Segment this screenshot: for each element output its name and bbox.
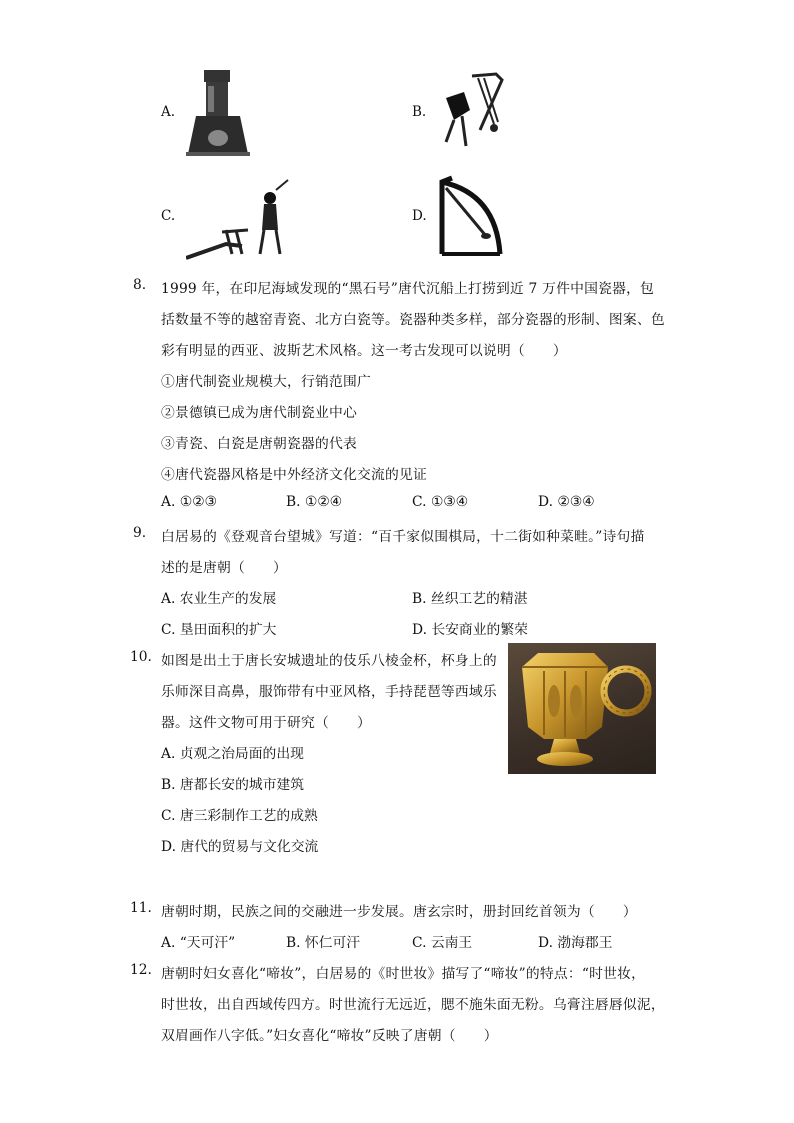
q10-stem-line-1: 如图是出土于唐长安城遗址的伎乐八棱金杯，杯身上的 <box>161 653 497 669</box>
q10-choice-b[interactable]: B. 唐都长安的城市建筑 <box>161 777 305 793</box>
q10-choice-d[interactable]: D. 唐代的贸易与文化交流 <box>161 839 319 855</box>
q8-stem-line-3: 彩有明显的西亚、波斯艺术风格。这一考古发现可以说明（ ） <box>161 343 567 359</box>
q9-choice-a[interactable]: A. 农业生产的发展 <box>161 591 277 607</box>
q8-number: 8. <box>133 277 147 293</box>
q8-stem-line-2: 括数量不等的越窑青瓷、北方白瓷等。瓷器种类多样，部分瓷器的形制、图案、色 <box>161 312 665 328</box>
option-d-label: D. <box>412 208 427 224</box>
q8-choice-d[interactable]: D. ②③④ <box>538 494 595 510</box>
q11-choice-a[interactable]: A. “天可汗” <box>161 935 236 951</box>
q12-stem-line-1: 唐朝时妇女喜化“啼妆”，白居易的《时世妆》描写了“啼妆”的特点：“时世妆， <box>161 966 646 982</box>
q12-stem-line-2: 时世妆，出自西域传四方。时世流行无远近，腮不施朱面无粉。乌膏注唇唇似泥， <box>161 997 665 1013</box>
q11-choice-b[interactable]: B. 怀仁可汗 <box>286 935 361 951</box>
q9-choice-b[interactable]: B. 丝织工艺的精湛 <box>412 591 528 607</box>
q8-stem-line-1: 1999 年，在印尼海域发现的“黑石号”唐代沉船上打捞到近 7 万件中国瓷器，包 <box>161 281 655 297</box>
q8-choice-c[interactable]: C. ①③④ <box>412 494 468 510</box>
q11-choice-c[interactable]: C. 云南王 <box>412 935 473 951</box>
q8-choice-b[interactable]: B. ①②④ <box>286 494 343 510</box>
option-b-label: B. <box>412 104 427 120</box>
q11-stem-line-1: 唐朝时期，民族之间的交融进一步发展。唐玄宗时，册封回纥首领为（ ） <box>161 904 637 920</box>
q12-number: 12. <box>130 962 152 978</box>
q10-number: 10. <box>130 649 152 665</box>
option-c-label: C. <box>161 208 176 224</box>
crossbow-picture <box>436 174 508 258</box>
q9-number: 9. <box>133 525 147 541</box>
q10-stem-line-2: 乐师深目高鼻，服饰带有中亚风格，手持琵琶等西域乐 <box>161 684 497 700</box>
loom-picture <box>436 70 508 154</box>
q9-stem-line-1: 白居易的《登观音台望城》写道：“百千家似围棋局，十二街如种菜畦。”诗句描 <box>161 529 645 545</box>
q11-number: 11. <box>130 900 152 916</box>
golden-cup-picture <box>508 643 656 774</box>
plowing-picture <box>186 176 290 262</box>
q10-stem-line-3: 器。这件文物可用于研究（ ） <box>161 715 371 731</box>
golden-cup-photo <box>508 643 656 774</box>
q9-stem-line-2: 述的是唐朝（ ） <box>161 560 287 576</box>
q9-choice-c[interactable]: C. 垦田面积的扩大 <box>161 622 277 638</box>
q8-statement-2: ②景德镇已成为唐代制瓷业中心 <box>161 405 357 421</box>
option-a-label: A. <box>161 104 176 120</box>
q8-statement-1: ①唐代制瓷业规模大，行销范围广 <box>161 374 371 390</box>
q8-statement-4: ④唐代瓷器风格是中外经济文化交流的见证 <box>161 467 427 483</box>
q9-choice-d[interactable]: D. 长安商业的繁荣 <box>412 622 528 638</box>
q8-choice-a[interactable]: A. ①②③ <box>161 494 217 510</box>
q10-choice-c[interactable]: C. 唐三彩制作工艺的成熟 <box>161 808 318 824</box>
q10-choice-a[interactable]: A. 贞观之治局面的出现 <box>161 746 304 762</box>
bronze-vessel-picture <box>182 66 254 160</box>
q11-choice-d[interactable]: D. 渤海郡王 <box>538 935 613 951</box>
q12-stem-line-3: 双眉画作八字低。”妇女喜化“啼妆”反映了唐朝（ ） <box>161 1028 498 1044</box>
q8-statement-3: ③青瓷、白瓷是唐朝瓷器的代表 <box>161 436 357 452</box>
